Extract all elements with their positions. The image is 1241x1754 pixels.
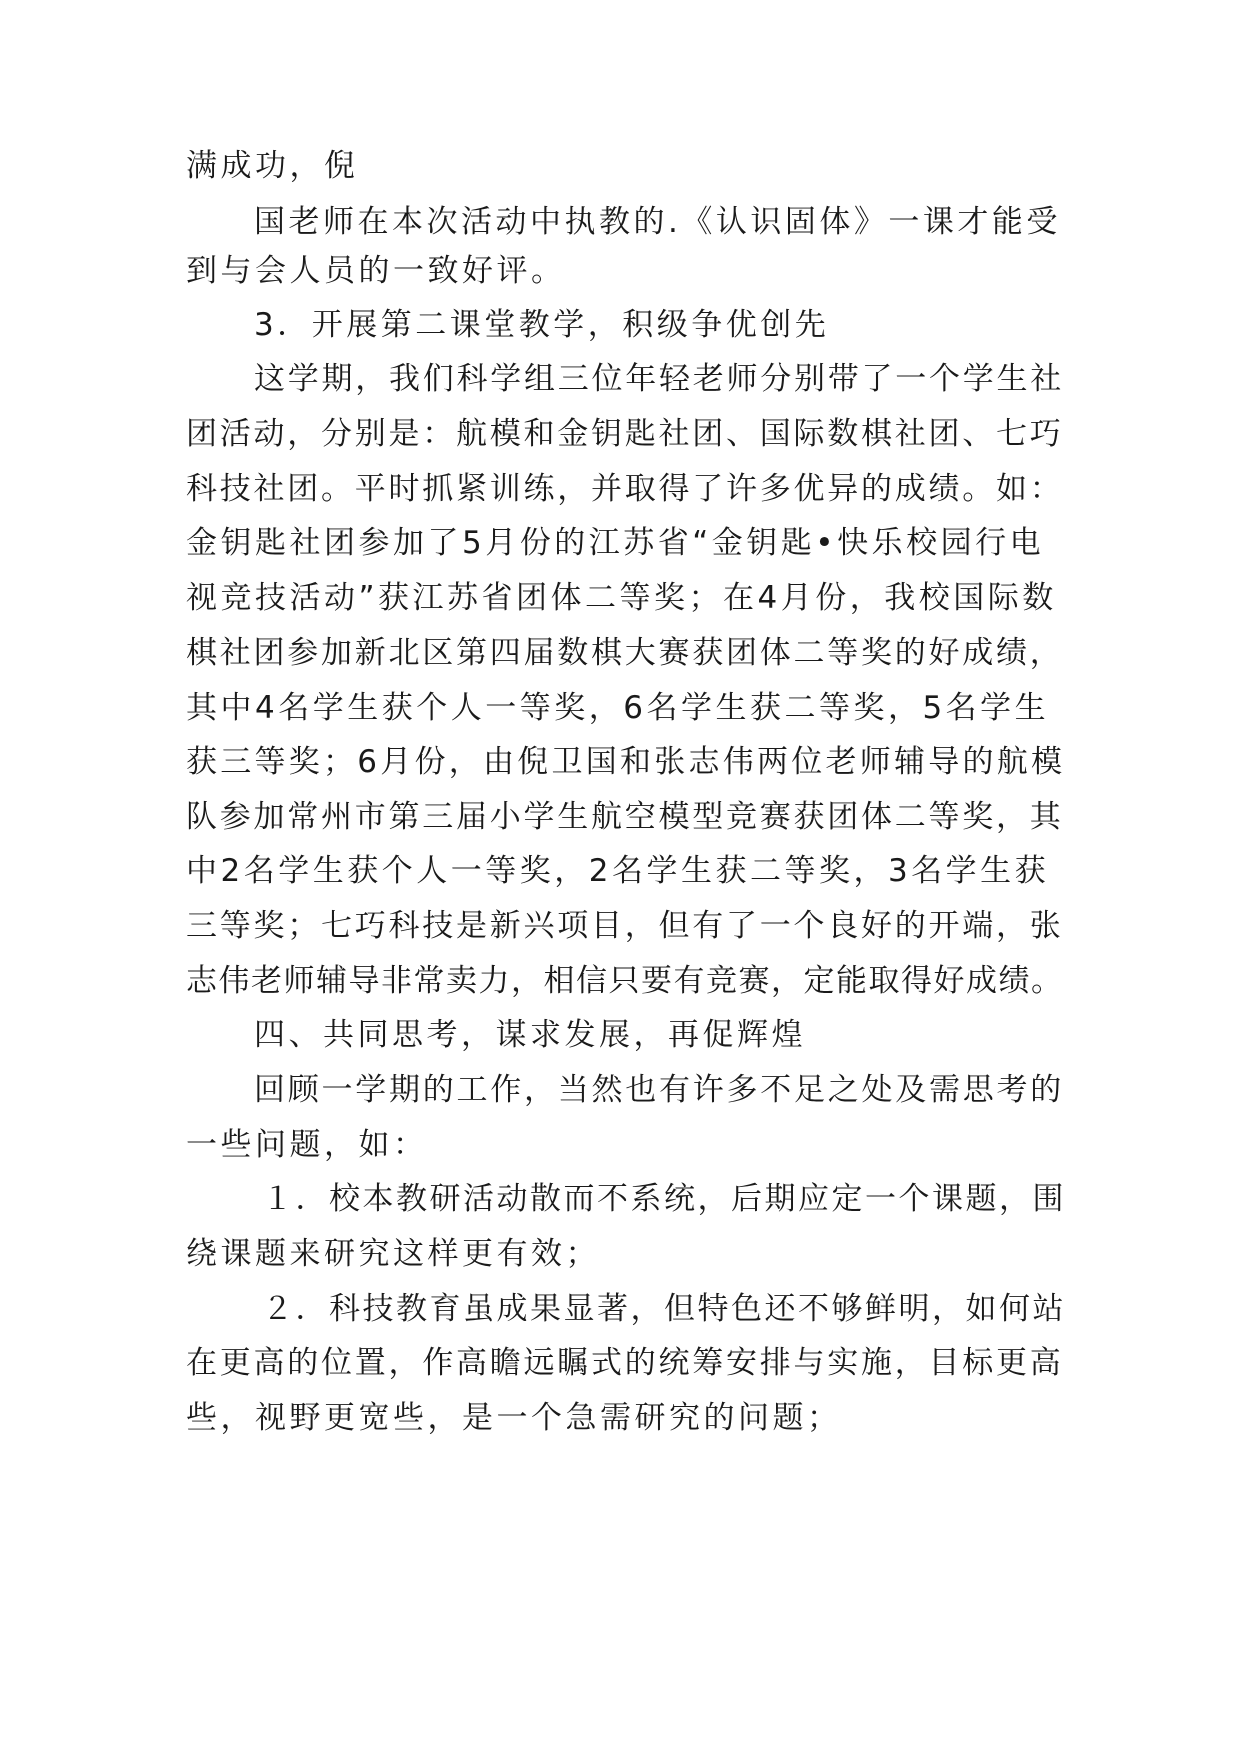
paragraph-line: 视竞技活动”获江苏省团体二等奖；在4月份，我校国际数	[186, 580, 1057, 616]
paragraph-line: 国老师在本次活动中执教的.《认识固体》一课才能受	[254, 204, 1061, 240]
list-item-line: 些，视野更宽些，是一个急需研究的问题；	[186, 1400, 842, 1436]
paragraph-line: 满成功，倪	[186, 148, 359, 184]
paragraph-line: 一些问题，如：	[186, 1127, 428, 1163]
list-item-line: ２．科技教育虽成果显著，但特色还不够鲜明，如何站	[262, 1291, 1066, 1327]
paragraph-line: 金钥匙社团参加了5月份的江苏省“金钥匙•快乐校园行电	[186, 525, 1045, 561]
paragraph-line: 回顾一学期的工作，当然也有许多不足之处及需思考的	[254, 1072, 1064, 1108]
list-item-line: 绕课题来研究这样更有效；	[186, 1236, 600, 1272]
list-item-line: １．校本教研活动散而不系统，后期应定一个课题，围	[262, 1181, 1066, 1217]
paragraph-line: 队参加常州市第三届小学生航空模型竞赛获团体二等奖，其	[186, 799, 1064, 835]
paragraph-line: 科技社团。平时抓紧训练，并取得了许多优异的成绩。如：	[186, 471, 1064, 507]
section-heading: 四、共同思考，谋求发展，再促辉煌	[254, 1017, 806, 1053]
paragraph-line: 获三等奖；6月份，由倪卫国和张志伟两位老师辅导的航模	[186, 744, 1066, 780]
paragraph-line: 其中4名学生获个人一等奖，6名学生获二等奖，5名学生	[186, 690, 1050, 726]
paragraph-line: 棋社团参加新北区第四届数棋大赛获团体二等奖的好成绩，	[186, 635, 1064, 671]
paragraph-line: 三等奖；七巧科技是新兴项目，但有了一个良好的开端，张	[186, 908, 1064, 944]
paragraph-line: 到与会人员的一致好评。	[186, 253, 566, 289]
paragraph-line: 团活动，分别是：航模和金钥匙社团、国际数棋社团、七巧	[186, 416, 1064, 452]
list-item-line: 在更高的位置，作高瞻远瞩式的统筹安排与实施，目标更高	[186, 1345, 1064, 1381]
paragraph-line: 中2名学生获个人一等奖，2名学生获二等奖，3名学生获	[186, 853, 1050, 889]
paragraph-line: 这学期，我们科学组三位年轻老师分别带了一个学生社	[254, 361, 1064, 397]
section-heading: 3．开展第二课堂教学，积级争优创先	[254, 307, 830, 343]
paragraph-line: 志伟老师辅导非常卖力，相信只要有竞赛，定能取得好成绩。	[186, 963, 1064, 999]
